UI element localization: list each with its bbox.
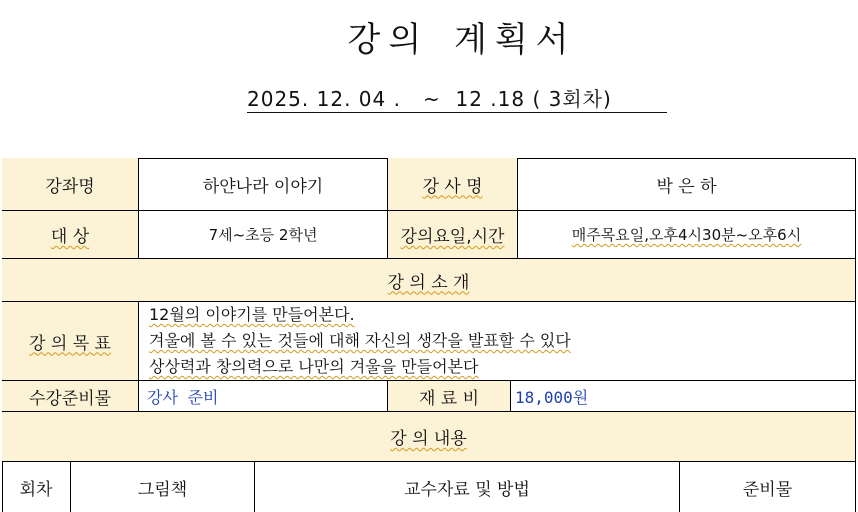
fee-value-cell[interactable]	[511, 381, 856, 412]
fee-label-cell	[388, 381, 511, 412]
instructor-value-cell[interactable]	[518, 158, 856, 211]
column-header-label: 교수자료 및 방법	[404, 479, 530, 500]
column-header-label: 준비물	[742, 479, 793, 500]
supplies-value: 강사 준비	[147, 387, 219, 407]
content-heading-cell	[2, 412, 856, 462]
course-name-label: 강좌명	[45, 176, 95, 197]
instructor-label: 강 사 명	[422, 176, 483, 197]
schedule-value-cell[interactable]	[518, 211, 856, 259]
target-label: 대 상	[50, 227, 90, 247]
target-value: 7세~초등 2학년	[208, 226, 318, 244]
content-heading: 강 의 내용	[390, 429, 467, 449]
goal-item: 12월의 이야기를 만들어본다.	[149, 305, 355, 324]
supplies-label-cell	[2, 381, 139, 412]
goal-item: 상상력과 창의력으로 나만의 겨울을 만들어본다	[149, 357, 479, 376]
schedule-label-cell	[388, 211, 518, 259]
course-name-label-cell	[2, 158, 139, 211]
schedule-label: 강의요일,시간	[400, 227, 505, 247]
column-header-label: 회차	[19, 479, 53, 500]
intro-heading-cell	[2, 259, 856, 302]
instructor-label-cell	[388, 158, 518, 211]
target-label-cell	[2, 211, 139, 259]
column-header-session	[2, 462, 71, 512]
target-value-cell[interactable]	[139, 211, 388, 259]
column-header-supplies	[680, 462, 856, 512]
course-period: 2025. 12. 04 . ~ 12 .18 ( 3회차)	[247, 86, 667, 113]
fee-value: 18,000원	[515, 387, 589, 407]
goal-list[interactable]	[139, 302, 856, 381]
goal-item: 겨울에 볼 수 있는 것들에 대해 자신의 생각을 발표할 수 있다	[149, 331, 571, 350]
goal-label-cell	[2, 302, 139, 381]
fee-label: 재 료 비	[418, 388, 480, 409]
schedule-value: 매주목요일,오후4시30분~오후6시	[571, 226, 802, 244]
intro-heading: 강 의 소 개	[387, 272, 470, 293]
document-title: 강의 계획서	[347, 20, 577, 60]
supplies-label: 수강준비물	[28, 388, 112, 409]
course-name-value-cell[interactable]	[139, 158, 388, 211]
supplies-value-cell[interactable]	[139, 381, 388, 412]
course-name-value: 하얀나라 이야기	[202, 176, 324, 197]
instructor-value: 박 은 하	[656, 176, 717, 197]
column-header-materials-method	[255, 462, 680, 512]
column-header-picture-book	[71, 462, 255, 512]
goal-label: 강 의 목 표	[29, 333, 111, 354]
column-header-label: 그림책	[137, 479, 188, 500]
